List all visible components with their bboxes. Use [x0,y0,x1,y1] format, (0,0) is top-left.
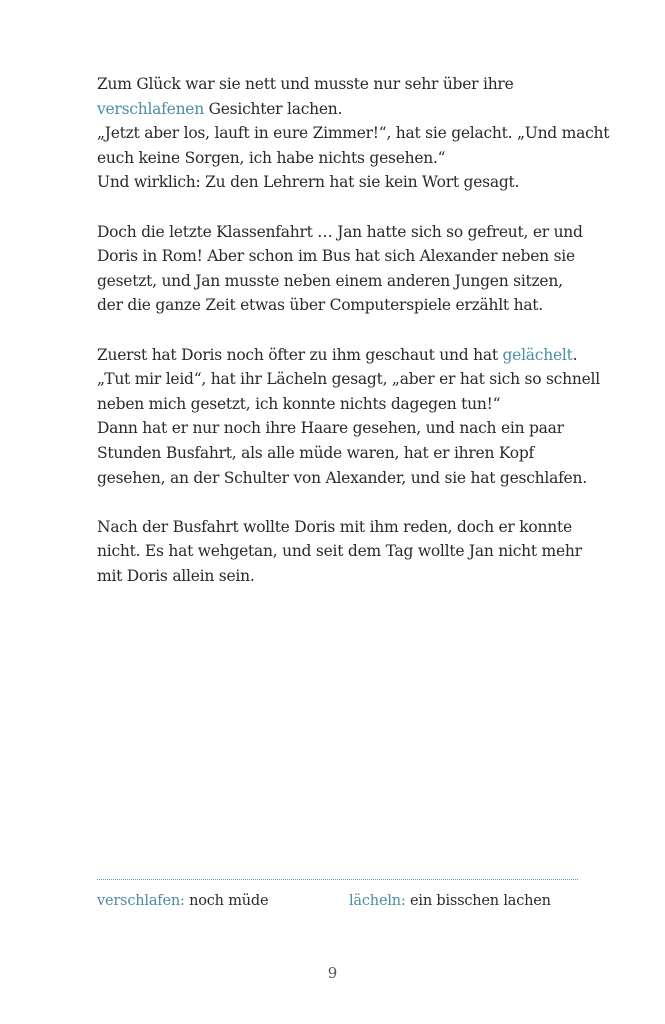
glossary-entry-laecheln [349,893,551,909]
text-line: Zuerst hat Doris noch öfter zu ihm geschaut und hat gelächelt. [97,345,578,364]
text-line: „Jetzt aber los, lauft in eure Zimmer!“, hat sie gelacht. „Und macht [97,124,610,143]
text-line: Doch die letzte Klassenfahrt … Jan hatte sich so gefreut, er und [97,222,583,241]
paragraph-2 [97,220,597,318]
text-line: Dann hat er nur noch ihre Haare gesehen, und nach ein paar [97,419,564,438]
text-line: gesetzt, und Jan musste neben einem anderen Jungen sitzen, [97,271,563,290]
glossary-word-verschlafenen: verschlafenen [97,99,204,118]
text-line: Nach der Busfahrt wollte Doris mit ihm reden, doch er konnte [97,517,572,536]
text-line: Stunden Busfahrt, als alle müde waren, hat er ihren Kopf [97,443,535,462]
glossary-definition: ein bisschen lachen [405,893,551,909]
paragraph-3 [97,343,600,491]
glossary-term: verschlafen: [97,893,185,909]
glossary-term: lächeln: [349,893,406,909]
text-line: mit Doris allein sein. [97,566,255,585]
text-line: neben mich gesetzt, ich konnte nichts dagegen tun!“ [97,394,501,413]
glossary-definition: noch müde [184,893,269,909]
paragraph-1 [97,72,610,195]
text-line: gesehen, an der Schulter von Alexander, und sie hat geschlafen. [97,468,587,487]
glossary-entry-verschlafen [97,893,268,909]
text-line: der die ganze Zeit etwas über Computerspiele erzählt hat. [97,296,543,315]
text-line: euch keine Sorgen, ich habe nichts gesehen.“ [97,148,446,167]
text-line: Zum Glück war sie nett und musste nur sehr über ihre [97,75,514,93]
paragraph-4 [97,515,597,589]
text-line: verschlafenen Gesichter lachen. [97,99,343,118]
text-line: nicht. Es hat wehgetan, und seit dem Tag wollte Jan nicht mehr [97,542,582,561]
glossary-divider [97,879,578,880]
glossary-word-gelaechelt: gelächelt [502,345,573,364]
text-line: Doris in Rom! Aber schon im Bus hat sich Alexander neben sie [97,247,575,266]
page-number: 9 [327,964,338,982]
text-line: Und wirklich: Zu den Lehrern hat sie kein Wort gesagt. [97,173,520,192]
text-line: „Tut mir leid“, hat ihr Lächeln gesagt, „aber er hat sich so schnell [97,370,600,389]
story-text [97,72,610,613]
